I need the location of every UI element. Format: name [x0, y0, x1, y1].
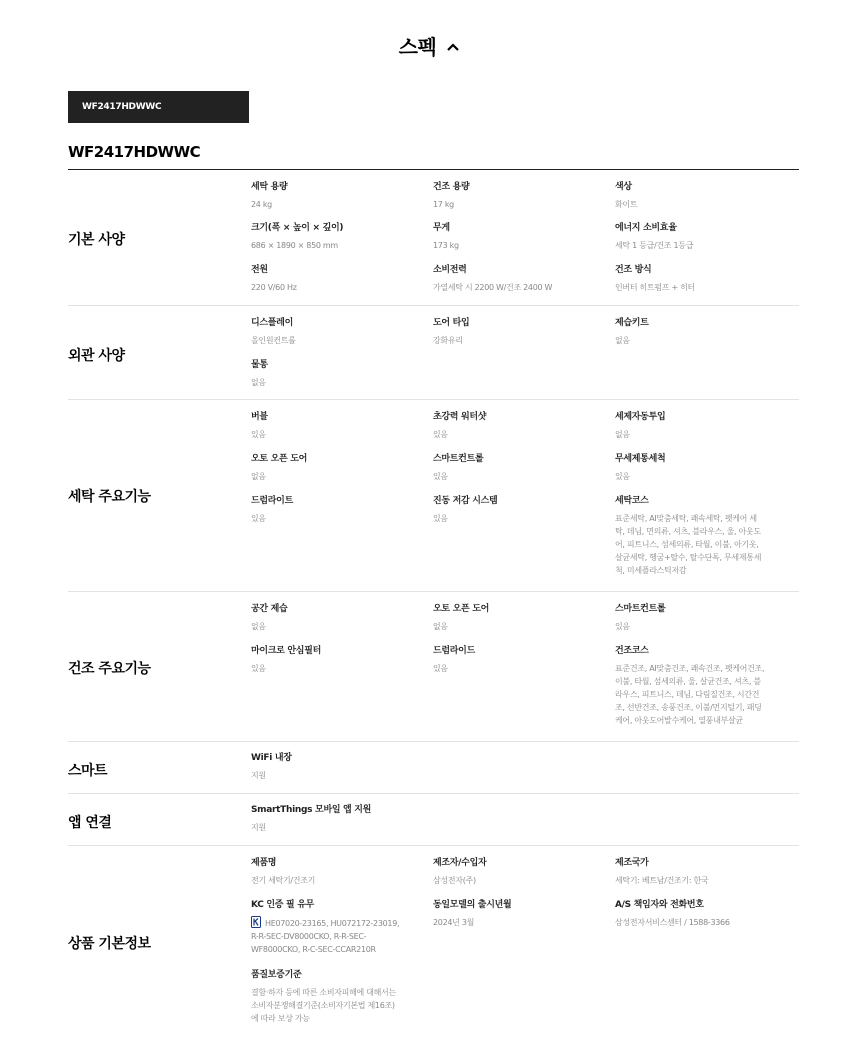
spec-value: 220 V/60 Hz: [251, 283, 297, 292]
spec-item: [433, 317, 603, 348]
spec-value: 삼성전자(주): [433, 876, 476, 885]
spec-item: [615, 857, 785, 888]
spec-value: 화이트: [615, 200, 638, 209]
spec-value: 있음: [433, 430, 448, 439]
spec-value: 인버터 히트펌프 + 히터: [615, 283, 695, 292]
spec-label: 초강력 워터샷: [433, 412, 487, 422]
spec-label: 무세제통세척: [615, 454, 666, 464]
spec-item: [433, 264, 603, 295]
spec-item: [433, 603, 603, 634]
spec-value: 173 kg: [433, 241, 459, 250]
spec-label: 세탁 용량: [251, 182, 288, 192]
spec-label: 색상: [615, 182, 632, 192]
section-title: 외관 사양: [68, 348, 125, 364]
section-basic: [68, 170, 799, 306]
spec-value: 있음: [433, 472, 448, 481]
section-dry: [68, 592, 799, 742]
spec-item: [615, 317, 785, 348]
spec-item: [251, 222, 421, 253]
spec-value: 24 kg: [251, 200, 272, 209]
section-title: 앱 연결: [68, 815, 112, 831]
spec-label: 버블: [251, 412, 268, 422]
spec-value: 가열세탁 시 2200 W/건조 2400 W: [433, 283, 553, 292]
spec-value: 17 kg: [433, 200, 454, 209]
spec-value: 강화유리: [433, 336, 463, 345]
spec-label: 스마트컨트롤: [615, 604, 666, 614]
spec-value: 지원: [251, 771, 266, 780]
spec-item: [615, 495, 765, 577]
spec-value: 있음: [251, 664, 266, 673]
spec-value: 없음: [433, 622, 448, 631]
spec-label: 마이크로 안심필터: [251, 646, 321, 656]
section-title: 상품 기본정보: [68, 936, 151, 952]
spec-value: 있음: [615, 472, 630, 481]
section-wash: [68, 400, 799, 592]
spec-item: [251, 181, 421, 212]
spec-item: [251, 359, 421, 390]
spec-item: [251, 752, 421, 783]
spec-value: 결함·하자 등에 따른 소비자피해에 대해서는 소비자분쟁해결기준(소비자기본법 제16조)에 따라 보상 가능: [251, 988, 396, 1023]
spec-label: 디스플레이: [251, 318, 293, 328]
spec-item: [615, 411, 785, 442]
spec-item: [251, 969, 401, 1025]
spec-item: [433, 453, 603, 484]
spec-value: 지원: [251, 823, 266, 832]
spec-item: [251, 317, 421, 348]
spec-item: [615, 453, 785, 484]
spec-item: [433, 222, 603, 253]
spec-label: 소비전력: [433, 265, 467, 275]
spec-value: 표준세탁, AI맞춤세탁, 쾌속세탁, 펫케어 세탁, 데님, 면의류, 셔츠, 블라우스, 울, 아웃도어, 피트니스, 섬세의류, 타월, 이불, 아기옷, 살균세탁, 헹굼+탈수, 탈수단독, 무세제통세척, 미세플라스틱저감: [615, 514, 762, 575]
spec-value: 세탁기: 베트남/건조기: 한국: [615, 876, 709, 885]
spec-value: 있음: [251, 514, 266, 523]
spec-label: 제품명: [251, 858, 277, 868]
spec-label: 제습키트: [615, 318, 649, 328]
kc-cert-numbers: HE07020-23165, HU072172-23019, R-R-SEC-DV8000CKO, R-R-SEC-WF8000CKO, R-C-SEC-CCAR210R: [251, 919, 400, 954]
spec-label: 진동 저감 시스템: [433, 496, 498, 506]
spec-label: 도어 타입: [433, 318, 470, 328]
spec-label: 드럼라이드: [433, 646, 475, 656]
spec-value: 없음: [251, 378, 266, 387]
spec-item: [433, 181, 603, 212]
spec-item: [251, 804, 491, 835]
section-exterior: [68, 306, 799, 400]
kc-mark-icon: [251, 916, 261, 928]
spec-label: 스마트컨트롤: [433, 454, 484, 464]
spec-item: [251, 603, 421, 634]
spec-item: [615, 222, 785, 253]
spec-item: [251, 495, 421, 526]
spec-label: 크기(폭 × 높이 × 깊이): [251, 223, 344, 233]
spec-value: 없음: [251, 622, 266, 631]
spec-value: 686 × 1890 × 850 mm: [251, 241, 338, 250]
spec-label: 건조 방식: [615, 265, 652, 275]
spec-item: [433, 495, 603, 526]
spec-label: 제조국가: [615, 858, 649, 868]
spec-value: 올인원컨트롤: [251, 336, 296, 345]
section-smart: [68, 742, 799, 794]
section-title: 스마트: [68, 763, 108, 779]
section-title: 세탁 주요기능: [68, 489, 151, 505]
spec-item: [251, 899, 401, 956]
spec-header[interactable]: [0, 31, 860, 61]
spec-item: [615, 264, 785, 295]
spec-value: 있음: [433, 514, 448, 523]
spec-item: [433, 899, 603, 930]
section-app: [68, 794, 799, 846]
spec-item: [615, 603, 785, 634]
spec-label: 세제자동투입: [615, 412, 666, 422]
spec-item: [251, 857, 421, 888]
section-title: 건조 주요기능: [68, 661, 151, 677]
spec-label: 공간 제습: [251, 604, 288, 614]
spec-value: 삼성전자서비스센터 / 1588-3366: [615, 918, 730, 927]
section-title: 기본 사양: [68, 232, 125, 248]
spec-value: 전기 세탁기/건조기: [251, 876, 316, 885]
spec-label: 세탁코스: [615, 496, 649, 506]
spec-value: 있음: [615, 622, 630, 631]
spec-value: 세탁 1 등급/건조 1등급: [615, 241, 694, 250]
spec-value: 없음: [615, 430, 630, 439]
spec-value: 표준건조, AI맞춤건조, 쾌속건조, 펫케어건조, 이불, 타월, 섬세의류, 울, 살균건조, 셔츠, 블라우스, 피트니스, 데님, 다림질건조, 시간건조, 선반건조, 송풍건조, 이불/먼지털기, 패딩케어, 아웃도어발수케어, 열풍내부살균: [615, 664, 765, 725]
spec-label: 에너지 소비효율: [615, 223, 677, 233]
model-tab[interactable]: WF2417HDWWC: [68, 91, 249, 123]
spec-label: KC 인증 필 유무: [251, 900, 315, 910]
model-title: WF2417HDWWC: [68, 143, 201, 161]
spec-label: 오토 오픈 도어: [433, 604, 490, 614]
spec-value: 없음: [615, 336, 630, 345]
spec-item: [251, 264, 421, 295]
spec-label: 전원: [251, 265, 268, 275]
spec-label: 건조 용량: [433, 182, 470, 192]
spec-label: WiFi 내장: [251, 753, 292, 763]
spec-item: [615, 181, 785, 212]
spec-item: [433, 411, 603, 442]
spec-value: 있음: [251, 430, 266, 439]
spec-value: 2024년 3월: [433, 918, 475, 927]
spec-title: 스펙: [398, 35, 437, 59]
spec-item: [433, 857, 603, 888]
spec-label: 오토 오픈 도어: [251, 454, 308, 464]
chevron-up-icon[interactable]: [445, 39, 461, 55]
spec-value: 없음: [251, 472, 266, 481]
spec-label: A/S 책임자와 전화번호: [615, 900, 704, 910]
spec-label: 무게: [433, 223, 450, 233]
spec-item: [433, 645, 603, 676]
spec-item: [615, 899, 785, 930]
spec-label: 드럼라이트: [251, 496, 293, 506]
spec-value: 있음: [433, 664, 448, 673]
spec-label: 동일모델의 출시년월: [433, 900, 512, 910]
spec-item: [251, 411, 421, 442]
spec-item: [615, 645, 765, 727]
spec-value: [251, 916, 401, 956]
spec-label: 건조코스: [615, 646, 649, 656]
spec-label: 제조자/수입자: [433, 858, 487, 868]
spec-label: 품질보증기준: [251, 970, 302, 980]
spec-item: [251, 453, 421, 484]
spec-label: SmartThings 모바일 앱 지원: [251, 805, 372, 815]
spec-label: 물통: [251, 360, 268, 370]
section-product: [68, 846, 799, 1046]
spec-item: [251, 645, 421, 676]
